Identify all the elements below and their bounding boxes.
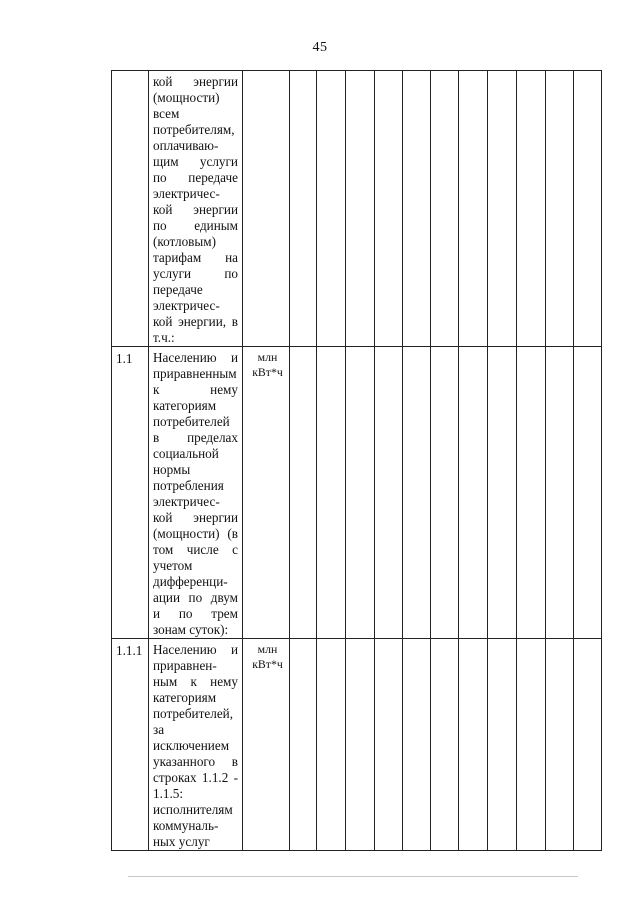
empty-value-cell	[403, 71, 431, 347]
empty-value-cell	[488, 347, 517, 639]
row-name-line: по единым	[153, 218, 238, 233]
empty-value-cell	[517, 71, 546, 347]
empty-value-cell	[290, 347, 317, 639]
data-table-container	[111, 70, 602, 851]
row-name-line: зонам суток):	[153, 622, 229, 637]
row-name-line: коммуналь-	[153, 818, 219, 833]
empty-value-cell	[403, 639, 431, 851]
row-name-cell	[149, 71, 243, 347]
empty-value-cell	[574, 71, 602, 347]
empty-value-cell	[290, 639, 317, 851]
empty-value-cell	[546, 639, 574, 851]
row-name-line: передаче	[153, 282, 203, 297]
empty-value-cell	[546, 71, 574, 347]
row-name-line: Населению и	[153, 350, 238, 365]
empty-value-cell	[459, 347, 488, 639]
row-name-line: и по трем	[153, 606, 238, 621]
row-name-line: потребителям,	[153, 122, 235, 137]
row-name-line: строках 1.1.2 -	[153, 770, 238, 785]
empty-value-cell	[346, 639, 375, 851]
empty-value-cell	[431, 71, 459, 347]
row-number-cell: 1.1	[112, 347, 149, 639]
empty-value-cell	[431, 639, 459, 851]
row-name-line: исключением	[153, 738, 230, 753]
empty-value-cell	[488, 639, 517, 851]
empty-value-cell	[403, 347, 431, 639]
row-name-line: электричес-	[153, 494, 220, 509]
empty-value-cell	[317, 347, 346, 639]
table-body	[112, 71, 602, 851]
row-name-line: приравненным	[153, 366, 237, 381]
row-name-line: категориям	[153, 690, 217, 705]
empty-value-cell	[459, 639, 488, 851]
empty-value-cell	[459, 71, 488, 347]
row-name-line: оплачиваю-	[153, 138, 219, 153]
bottom-rule	[128, 876, 578, 877]
row-name-line: ным к нему	[153, 674, 238, 689]
row-name-line: приравнен-	[153, 658, 217, 673]
row-name-line: кой энергии, в	[153, 314, 238, 329]
row-name-line: потребления	[153, 478, 224, 493]
row-name-line: ных услуг	[153, 834, 210, 849]
row-name-line: кой энергии	[153, 202, 238, 217]
row-name-line: указанного в	[153, 754, 238, 769]
row-name-line: (мощности)	[153, 90, 220, 105]
row-name-line: 1.1.5:	[153, 786, 184, 801]
row-unit-cell	[243, 639, 290, 851]
empty-value-cell	[375, 639, 403, 851]
empty-value-cell	[574, 639, 602, 851]
row-name-line: электричес-	[153, 298, 220, 313]
row-name-line: дифференци-	[153, 574, 228, 589]
row-name-line: (мощности) (в	[153, 526, 238, 541]
empty-value-cell	[346, 71, 375, 347]
table-row	[112, 347, 602, 639]
empty-value-cell	[346, 347, 375, 639]
empty-value-cell	[375, 347, 403, 639]
table-row	[112, 639, 602, 851]
empty-value-cell	[375, 71, 403, 347]
row-name-line: т.ч.:	[153, 330, 175, 345]
empty-value-cell	[290, 71, 317, 347]
row-name-line: тарифам на	[153, 250, 238, 265]
row-name-line: по передаче	[153, 170, 238, 185]
empty-value-cell	[574, 347, 602, 639]
row-name-line: кой энергии	[153, 74, 238, 89]
row-name-line: к нему	[153, 382, 238, 397]
data-table	[111, 70, 602, 851]
row-name-line: категориям	[153, 398, 217, 413]
empty-value-cell	[517, 347, 546, 639]
row-number-cell: 1.1.1	[112, 639, 149, 851]
row-name-line: социальной	[153, 446, 219, 461]
row-name-line: ации по двум	[153, 590, 238, 605]
row-name-line: том числе с	[153, 542, 238, 557]
empty-value-cell	[488, 71, 517, 347]
page-number: 45	[312, 40, 328, 55]
unit-label: млн кВт*ч	[252, 350, 283, 379]
row-name-line: кой энергии	[153, 510, 238, 525]
empty-value-cell	[317, 71, 346, 347]
row-name-line: щим услуги	[153, 154, 238, 169]
empty-value-cell	[517, 639, 546, 851]
table-row	[112, 71, 602, 347]
unit-label: млн кВт*ч	[252, 642, 283, 671]
row-name-line: потребителей,	[153, 706, 234, 721]
row-name-line: в пределах	[153, 430, 238, 445]
empty-value-cell	[431, 347, 459, 639]
row-name-line: исполнителям	[153, 802, 233, 817]
row-name-line: (котловым)	[153, 234, 216, 249]
row-name-line: всем	[153, 106, 180, 121]
row-name-line: потребителей	[153, 414, 230, 429]
row-name-cell	[149, 639, 243, 851]
row-name-line: Населению и	[153, 642, 238, 657]
row-name-cell	[149, 347, 243, 639]
row-unit-cell	[243, 71, 290, 347]
row-name-line: нормы	[153, 462, 191, 477]
row-name-line: электричес-	[153, 186, 220, 201]
row-unit-cell	[243, 347, 290, 639]
row-name-line: услуги по	[153, 266, 238, 281]
row-name-line: за	[153, 722, 165, 737]
row-number-cell	[112, 71, 149, 347]
empty-value-cell	[546, 347, 574, 639]
row-name-line: учетом	[153, 558, 193, 573]
empty-value-cell	[317, 639, 346, 851]
